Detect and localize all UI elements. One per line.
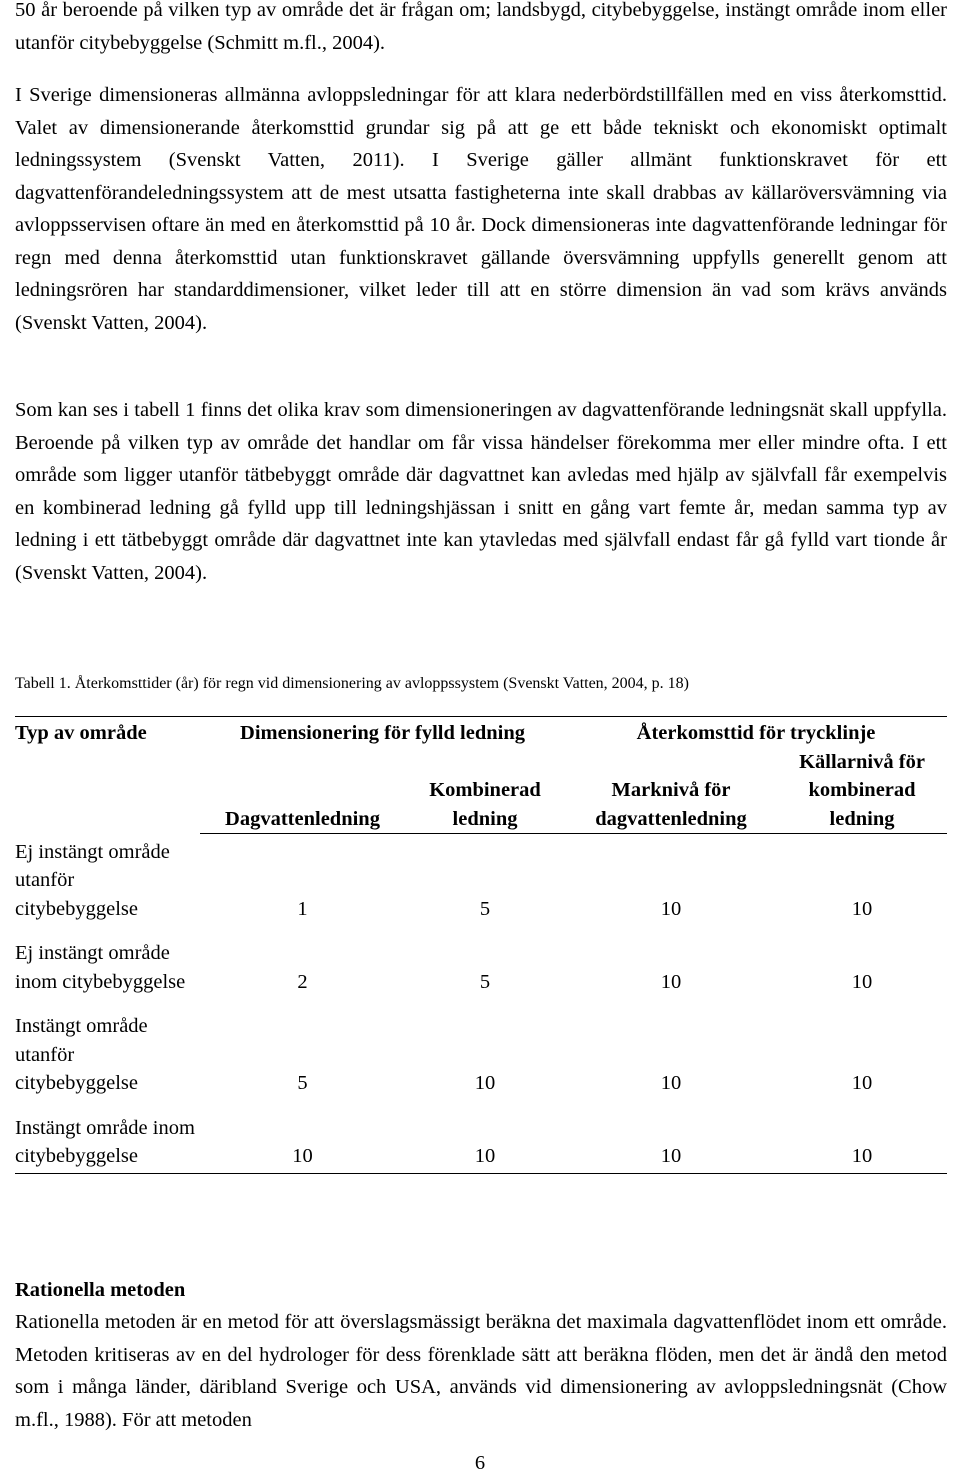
paragraph-rational-method: Rationella metoden är en metod för att överslagsmässigt beräkna det maximala dagvattenflödet inom ett område. Metoden kritiseras av en del hydrologer för dess förenklade sätt att beräkna flöden, men det är ändå den metod som i många länder, däribland Sverige och USA, används vid dimensionering av avloppsledningsnät (Chow m.fl., 1988). För att metoden xyxy=(15,1311,947,1431)
paragraph-table-reference: Som kan ses i tabell 1 finns det olika krav som dimensioneringen av dagvattenförande ledningsnät skall uppfylla. Beroende på vilken typ av område det handlar om får vissa händelser förekomma mer eller mindre ofta. I ett område som ligger utanför tätbebyggt område där dagvattnet kan avledas med hjälp av självfall får exempelvis en kombinerad ledning gå fylld upp till ledningshjässan i snitt en gång vart femte år, medan samma typ av ledning i ett tätbebyggt område där dagvattnet inte kan ytavledas med självfall endast får gå fylld vart tionde år (Svenskt Vatten, 2004). xyxy=(15,399,947,584)
row-area: Ej instängt område inom citybebyggelse xyxy=(15,942,186,993)
row-komb: 5 xyxy=(479,897,491,920)
table-row xyxy=(15,1110,947,1174)
header-kombinerad-ledning: Kombinerad ledning xyxy=(405,748,565,834)
header-markniva: Marknivå för dagvattenledning xyxy=(565,748,777,834)
header-group-return-period: Återkomsttid för trycklinje xyxy=(565,717,947,748)
return-period-table xyxy=(15,716,947,1174)
row-area: Instängt område utanför citybebyggelse xyxy=(15,1015,148,1094)
row-mark: 10 xyxy=(660,1072,682,1094)
row-dag: 1 xyxy=(297,897,308,920)
row-dag: 10 xyxy=(200,1110,405,1174)
row-kall: 10 xyxy=(851,897,873,920)
row-kall: 10 xyxy=(777,1110,947,1174)
row-kall: 10 xyxy=(851,970,873,993)
table-row xyxy=(15,935,947,1008)
paragraph-intro: 50 år beroende på vilken typ av område det är frågan om; landsbygd, citybebyggelse, instängt område inom eller utanför citybebyggelse (Schmitt m.fl., 2004). xyxy=(15,0,947,54)
table-row xyxy=(15,834,947,936)
row-mark: 10 xyxy=(660,970,682,993)
section-heading: Rationella metoden xyxy=(15,1279,186,1301)
row-dag: 2 xyxy=(297,970,308,993)
row-mark: 10 xyxy=(660,897,682,920)
page-number: 6 xyxy=(474,1452,486,1474)
row-area: Ej instängt område utanför citybebyggelse xyxy=(15,840,170,920)
table-caption: Tabell 1. Återkomsttider (år) för regn vid dimensionering av avloppssystem (Svenskt Vatten, 2004, p. 18) xyxy=(15,675,690,692)
header-group-dimensioning: Dimensionering för fylld ledning xyxy=(200,717,565,748)
row-komb: 10 xyxy=(405,1110,565,1174)
row-komb: 5 xyxy=(479,970,491,993)
row-mark: 10 xyxy=(565,1110,777,1174)
table-row xyxy=(15,1008,947,1110)
paragraph-dimensioning: I Sverige dimensioneras allmänna avloppsledningar för att klara nederbördstillfällen med en viss återkomsttid. Valet av dimensionerande återkomsttid grundar sig på att ge ett både tekniskt och ekonomiskt optimalt ledningssystem (Svenskt Vatten, 2011). I Sverige gäller allmänt funktionskravet för ett dagvattenförandeledningssystem att de mest utsatta fastigheterna inte skall drabbas av källaröversvämning via avloppsservisen oftare än med en återkomsttid på 10 år. Dock dimensioneras inte dagvattenförande ledningar för regn med denna återkomsttid utan funktionskravet gällande översvämning uppfylls generellt genom att ledningsrören har standarddimensioner, vilket leder till att en större dimension än vad som krävs används (Svenskt Vatten, 2004). xyxy=(15,84,947,334)
row-komb: 10 xyxy=(474,1072,496,1094)
header-area-type: Typ av område xyxy=(15,717,200,834)
header-dagvattenledning: Dagvattenledning xyxy=(200,748,405,834)
row-dag: 5 xyxy=(297,1072,308,1094)
header-kallarniva: Källarnivå för kombinerad ledning xyxy=(777,748,947,834)
row-area: Instängt område inom citybebyggelse xyxy=(15,1110,200,1174)
row-kall: 10 xyxy=(851,1072,873,1094)
